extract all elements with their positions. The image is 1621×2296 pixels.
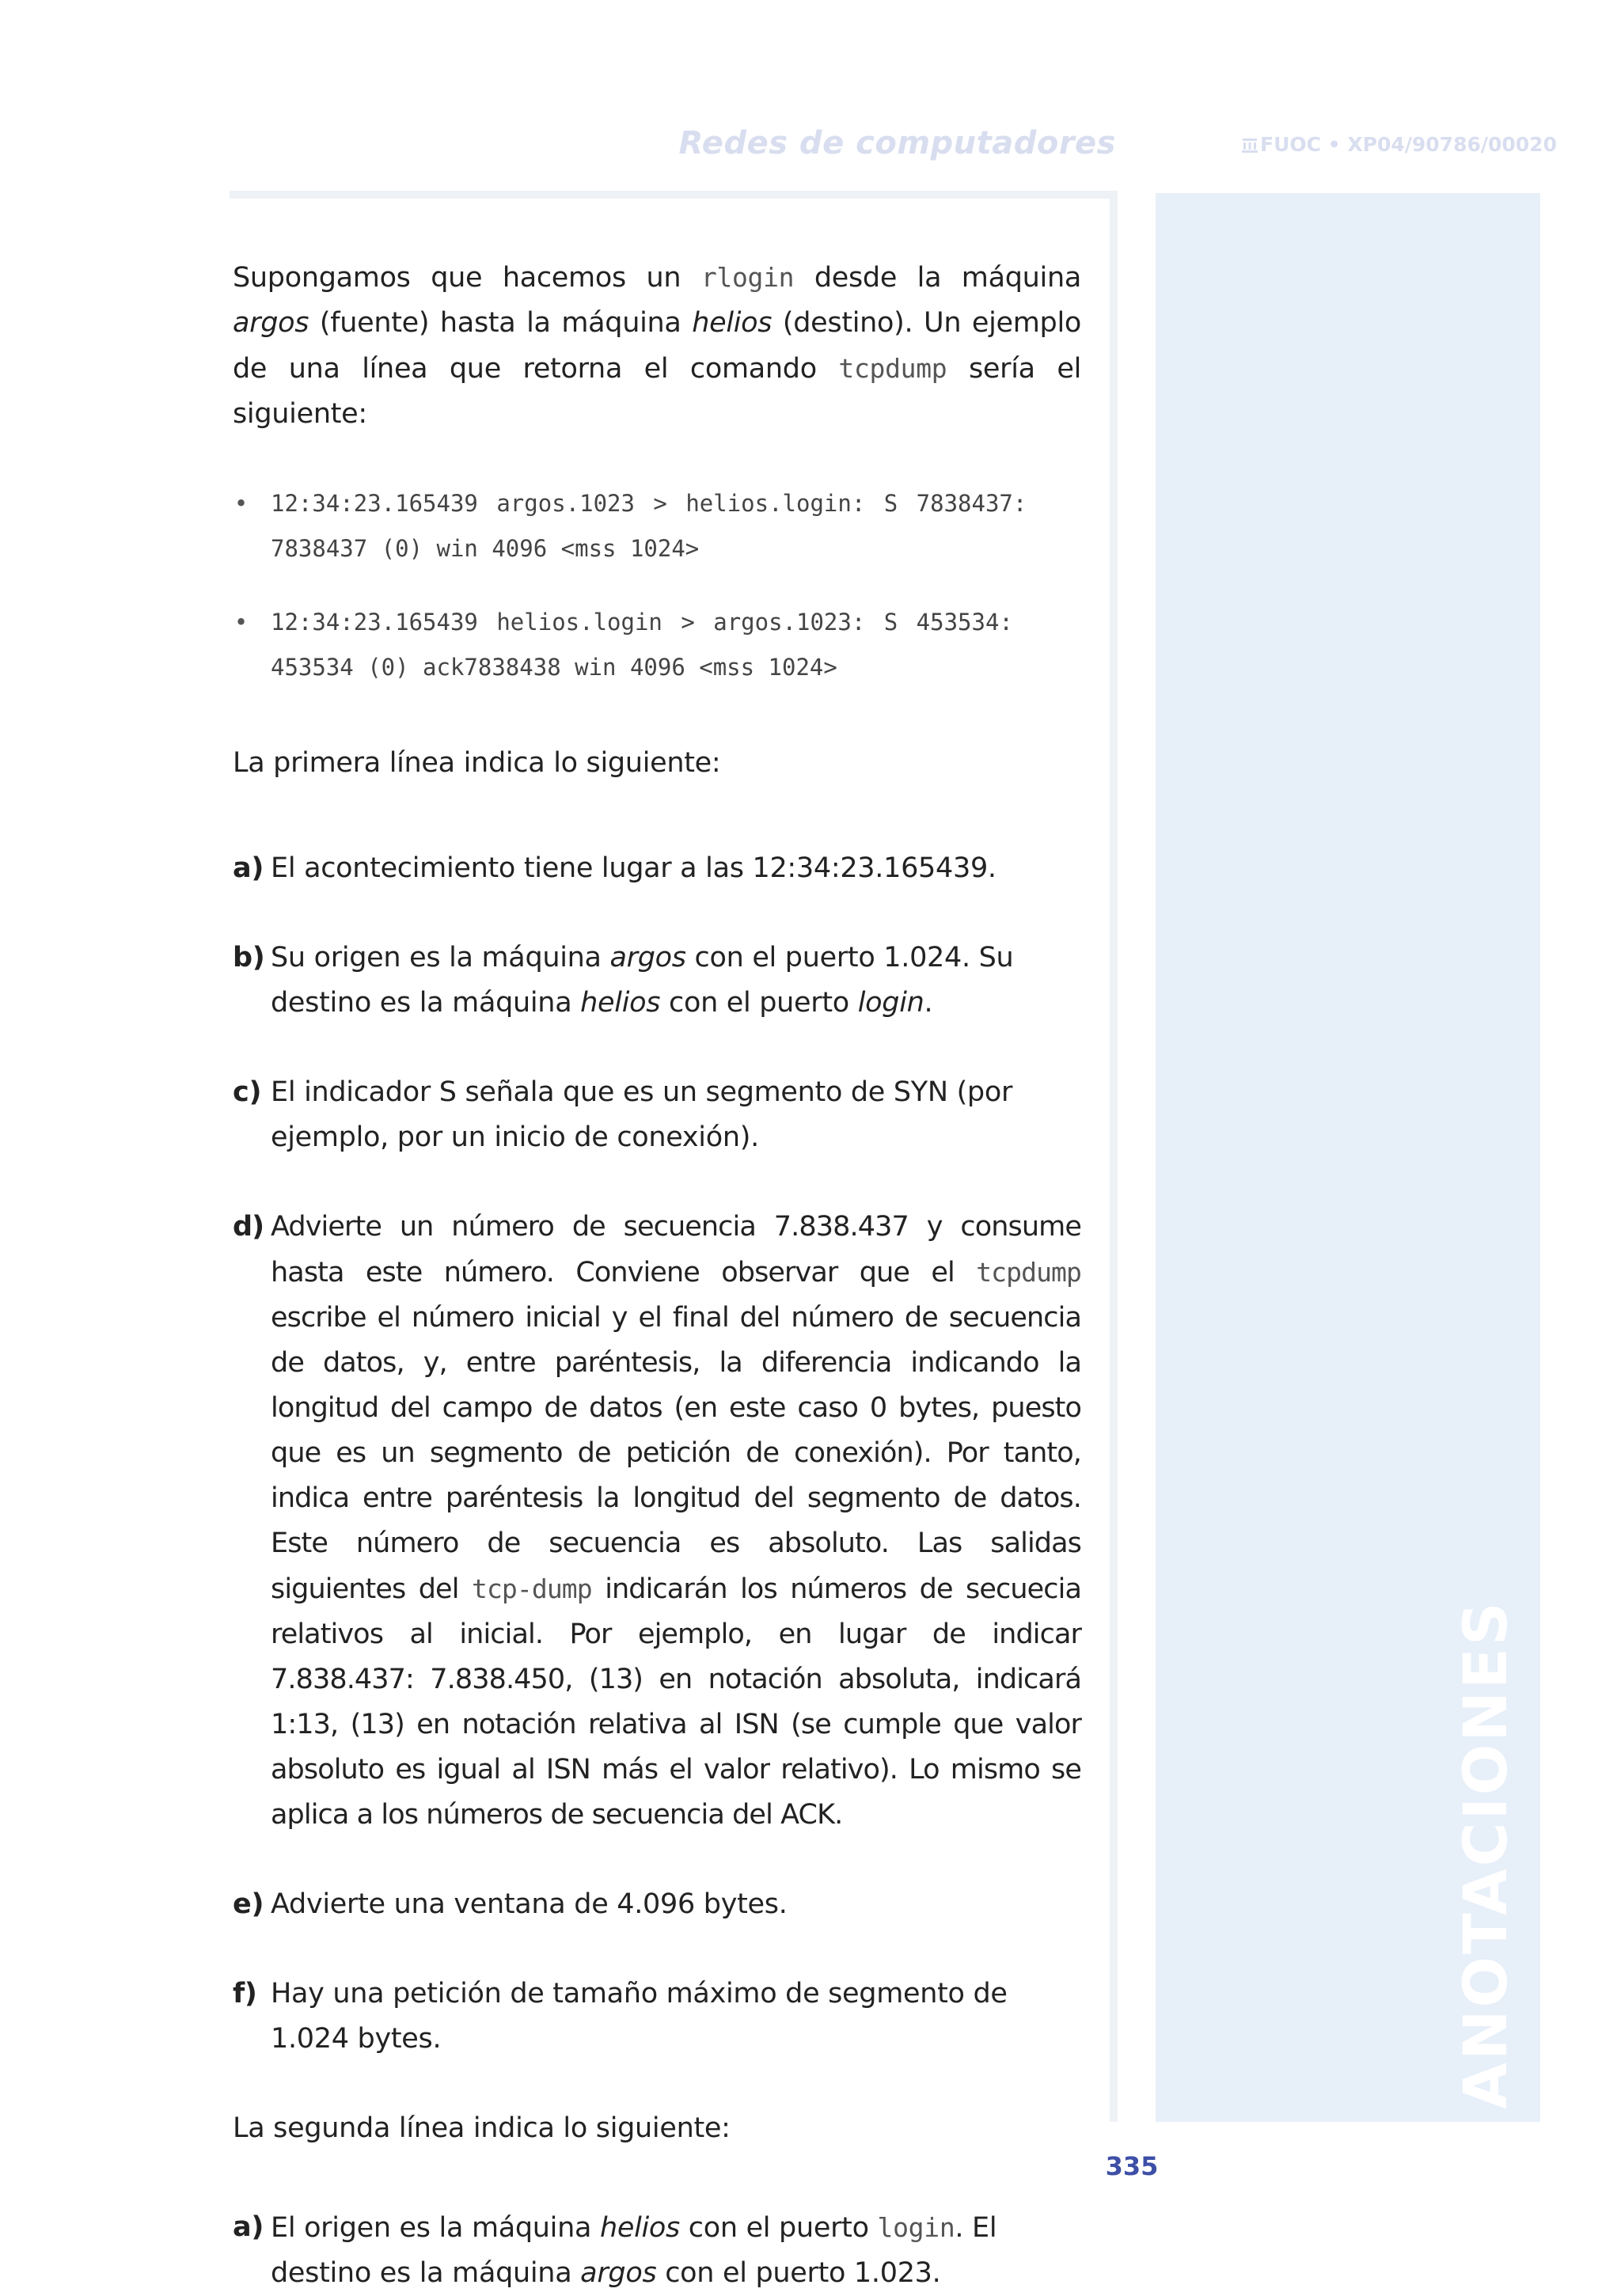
intro-paragraph: Supongamos que hacemos un rlogin desde la máquina argos (fuente) hasta la máquina helios (destino). Un ejemplo de una línea que retorna el comando tcpdump sería el siguiente: [233,262,1082,430]
item-b: b) Su origen es la máquina argos con el puerto 1.024. Su destino es la máquina helios con el puerto login. [233,942,1014,1019]
list-item: • 12:34:23.165439 helios.login > argos.1023: S 453534: 453534 (0) ack7838438 win 4096 <mss 1024> [233,600,1081,690]
tcpdump-output-list [233,481,1081,690]
code-tcpdump: tcpdump [838,353,947,384]
running-header-code-text: FUOC • XP04/90786/00020 [1260,133,1557,156]
sidebar-label: ANOTACIONES [1450,1600,1520,2109]
header-rule [230,191,1118,199]
page-number: 335 [1105,2151,1159,2181]
bullet-icon: • [234,490,249,517]
fuoc-logo-icon [1241,137,1258,153]
first-line-heading: La primera línea indica lo siguiente: [233,747,721,779]
bullet-icon: • [234,609,249,636]
second-item-a: a) El origen es la máquina helios con el puerto login. El destino es la máquina argos con el puerto 1.023. [233,2211,997,2289]
item-a: a) El acontecimiento tiene lugar a las 12:34:23.165439. [233,852,997,884]
main-content [233,255,1081,2296]
code-tcpdump: tcpdump [976,1257,1081,1288]
code-login: login [877,2212,955,2243]
item-f: f) Hay una petición de tamaño máximo de segmento de 1.024 bytes. [233,1978,1008,2055]
item-c: c) El indicador S señala que es un segmento de SYN (por ejemplo, por un inicio de conexión). [233,1076,1013,1153]
item-d: d) Advierte un número de secuencia 7.838.437 y consume hasta este número. Conviene observar que el tcpdump escribe el número inicial y el final del número de secuencia de datos, y, entre paréntesis, la diferencia indicando la longitud del campo de datos (en este caso 0 bytes, puesto que es un segmento de petición de conexión). Por tanto, indica entre paréntesis la longitud del segmento de datos. Este número de secuencia es absoluto. Las salidas siguientes del tcp-dump indicarán los números de secuecia relativos al inicial. Por ejemplo, en lugar de indicar 7.838.437: 7.838.450, (13) en notación absoluta, indicará 1:13, (13) en notación relativa al ISN (se cumple que valor absoluto es igual al ISN más el valor relativo). Lo mismo se aplica a los números de secuencia del ACK. [233,1211,1081,1831]
item-e: e) Advierte una ventana de 4.096 bytes. [233,1888,788,1920]
running-header-code [1241,133,1557,156]
second-line-heading: La segunda línea indica lo siguiente: [233,2112,731,2144]
code-tcpdump: tcp-dump [471,1573,592,1604]
code-rlogin: rlogin [700,262,795,293]
column-divider [1110,191,1118,2122]
running-header-title: Redes de computadores [678,125,1116,161]
list-item: • 12:34:23.165439 argos.1023 > helios.login: S 7838437: 7838437 (0) win 4096 <mss 1024> [233,481,1081,571]
